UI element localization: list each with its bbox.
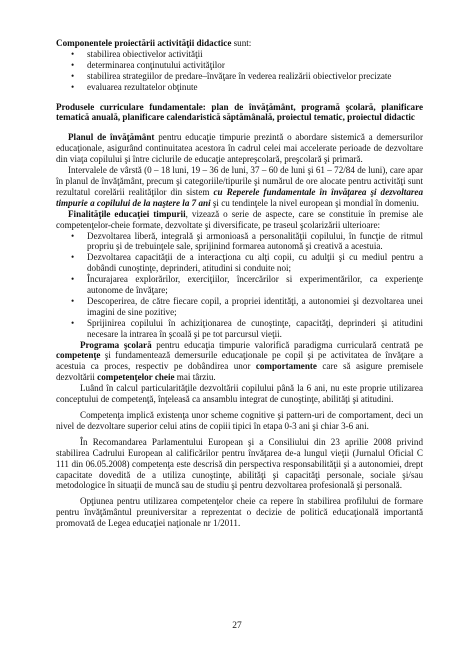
list-item — [56, 60, 423, 71]
finalities-term: Finalităţile educaţiei timpurii — [68, 208, 186, 219]
programa-term-competente: competenţe — [56, 350, 101, 361]
programa-text-a: pentru educaţia timpurie valorifică paradigma curriculară centrată pe — [151, 339, 423, 350]
plan-term: Planul de învăţământ — [68, 132, 155, 143]
intervals-text-a: Intervalele de vârstă (0 – 18 luni, 19 – 36 de luni, 37 – 60 de luni şi 61 – 72/84 de luni), care apar în planul de învăţământ, precum şi categoriile/tipurile şi numărul de ore alocate pentru activităţi sunt rezultatul corelării realităţilor din sistem — [56, 165, 423, 197]
document-page — [56, 38, 423, 529]
finalities-list — [56, 231, 423, 340]
list-item — [56, 296, 423, 318]
list-item — [56, 252, 423, 274]
bullet-icon: • — [71, 81, 75, 92]
bullet-icon: • — [71, 252, 75, 263]
paragraph-recomandare: În Recomandarea Parlamentului European şi a Consiliului din 23 aprilie 2008 privind stabilirea Cadrului European al calificărilor pentru învăţarea de-a lungul vieţii (Jurnalul Oficial C 111 din 06.05.2008) competenţa este descrisă din perspectiva responsabilităţii şi a autonomiei, drept capacitate dovedită de a utiliza cunoştinţe, abilităţi şi capacităţi personale, sociale şi/sau metodologice în situaţii de muncă sau de studiu şi pentru dezvoltarea profesională şi personală. — [56, 436, 423, 491]
programa-term-competente-cheie: competenţelor cheie — [97, 372, 175, 383]
list-item-text: stabilirea strategiilor de predare–învăţare în vederea realizării obiectivelor precizate — [87, 70, 392, 81]
paragraph-competenta: Competenţa implică existenţa unor scheme cognitive şi pattern-uri de comportament, deci un nivel de dezvoltare superior celui atins de copiii tipici în etapa 0-3 ani şi chiar 3-6 ani. — [56, 410, 423, 431]
components-title-suffix: sunt: — [231, 38, 252, 48]
programa-text-c: care să asigure premisele dezvoltării — [56, 361, 423, 383]
list-item — [56, 231, 423, 253]
list-item-text: Sprijinirea copilului în achiziţionarea de cunoştinţe, capacităţi, deprinderi şi atitudini necesare la intrarea în şcoală şi pe tot parcursul vieţii. — [87, 317, 423, 339]
bullet-icon: • — [71, 274, 75, 285]
list-item-text: determinarea conţinutului activităţilor — [87, 59, 225, 70]
paragraph-intervals — [56, 165, 423, 209]
paragraph-optiune: Opţiunea pentru utilizarea competenţelor cheie ca repere în stabilirea profilului de formare pentru învăţământul preuniversitar a reprezentat o decizie de politică educaţională importantă promovată de Legea educaţiei naţionale nr 1/2011. — [56, 496, 423, 529]
list-item-text: Descoperirea, de către fiecare copil, a propriei identităţi, a autonomiei şi dezvoltarea unei imagini de sine pozitive; — [87, 295, 423, 317]
finalities-text: , vizează o serie de aspecte, care se constituie în premise ale competenţelor-cheie formate, dezvoltate şi diversificate, pe traseul şcolarizării ulterioare: — [56, 208, 423, 230]
bullet-icon: • — [71, 230, 75, 241]
paragraph-plan — [56, 132, 423, 165]
list-item — [56, 318, 423, 340]
list-item — [56, 49, 423, 60]
list-item — [56, 71, 423, 82]
plan-text: pentru educaţie timpurie prezintă o abordare sistemică a demersurilor educaţionale, asigurând continuitatea acestora în cadrul celei mai accelerate perioade de dezvoltare din viaţa copilului şi între ciclurile de educaţie antepreşcolară, preşcolară şi primară. — [56, 132, 423, 165]
paragraph-age: Luând în calcul particularităţile dezvoltării copilului până la 6 ani, nu este proprie utilizarea conceptului de competenţă, înţeleasă ca ansamblu integrat de cunoştinţe, abilităţi şi atitudini. — [56, 383, 423, 405]
list-item-text: Dezvoltarea capacităţii de a interacţiona cu alţi copii, cu adulţii şi cu mediul pentru a dobândi cunoştinţe, deprinderi, atitudini si conduite noi; — [87, 252, 423, 274]
bullet-icon: • — [71, 317, 75, 328]
intervals-emphasis: cu Reperele fundamentale în învăţarea şi dezvoltarea timpurie a copilului de la naştere la 7 ani — [56, 186, 423, 208]
programa-text-b: şi fundamentează demersurile educaţionale pe copil şi pe activitatea de învăţare a acestuia ca proces, respectiv pe dobândirea unor — [56, 350, 423, 372]
bullet-icon: • — [71, 70, 75, 81]
bullet-icon: • — [71, 48, 75, 59]
paragraph-programa — [56, 340, 423, 384]
paragraph-finalities — [56, 209, 423, 231]
programa-term: Programa şcolară — [80, 339, 152, 350]
list-item-text: evaluarea rezultatelor obţinute — [87, 81, 198, 92]
components-intro — [56, 38, 423, 49]
programa-text-d: mai târziu. — [174, 372, 216, 383]
list-item — [56, 274, 423, 296]
page-number: 27 — [232, 621, 242, 631]
components-list — [56, 49, 423, 93]
section-heading: Produsele curriculare fundamentale: plan de învăţământ, programă şcolară, planificare tematică anuală, planificare calendaristică săptămânală, proiectul tematic, proiectul didactic — [56, 101, 423, 123]
bullet-icon: • — [71, 59, 75, 70]
intervals-text-b: şi cu tendinţele la nivel european şi mondial în domeniu. — [210, 197, 419, 208]
list-item-text: stabilirea obiectivelor activităţii — [87, 48, 203, 59]
list-item-text: Dezvoltarea liberă, integrală şi armonioasă a personalităţii copilului, în funcţie de ritmul propriu şi de trebuinţele sale, sprijinind formarea autonomă şi creativă a acestuia. — [87, 230, 423, 252]
bullet-icon: • — [71, 295, 75, 306]
list-item — [56, 82, 423, 93]
programa-term-comportamente: comportamente — [255, 361, 317, 372]
list-item-text: Încurajarea explorărilor, exerciţiilor, încercărilor si experimentărilor, ca experienţe autonome de învăţare; — [87, 274, 423, 296]
components-title: Componentele proiectării activităţii didactice — [56, 38, 232, 48]
